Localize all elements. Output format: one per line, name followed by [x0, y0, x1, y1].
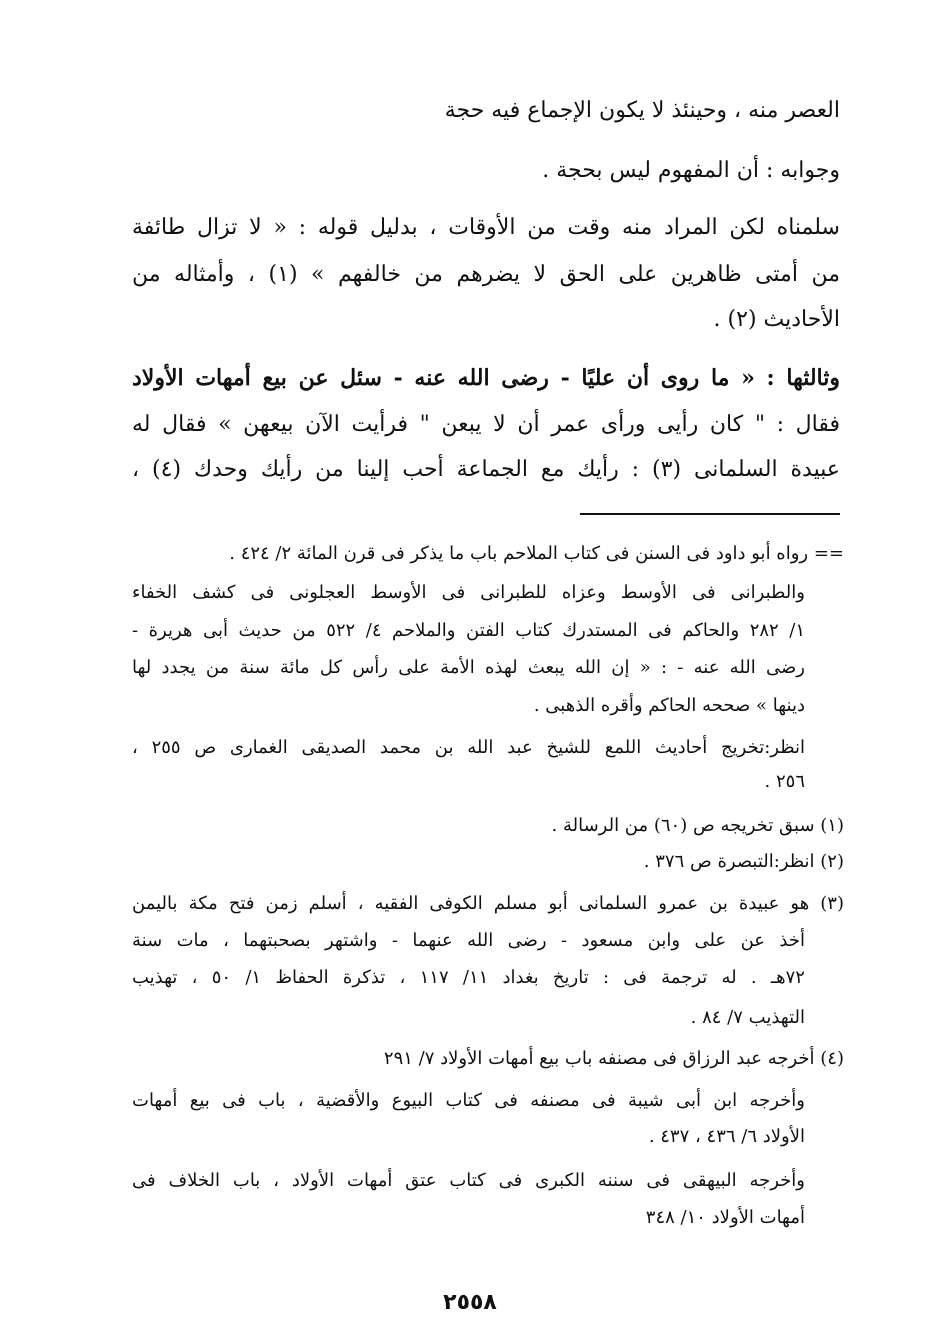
- main-text-line: فقال : " كان رأيى ورأى عمر أن لا يبعن " فرأيت الآن بيعهن » فقال له: [132, 412, 840, 437]
- footnote-1: (١) سبق تخريجه ص (٦٠) من الرسالة .: [551, 815, 844, 836]
- footnote-line: التهذيب ٧/ ٨٤ .: [690, 1007, 805, 1028]
- footnote-line: ١/ ٢٨٢ والحاكم فى المستدرك كتاب الفتن والملاحم ٤/ ٥٢٢ من حديث أبى هريرة -: [132, 620, 805, 641]
- footnote-line: وأخرجه ابن أبى شيبة فى مصنفه فى كتاب البيوع والأقضية ، باب فى بيع أمهات: [132, 1090, 805, 1111]
- main-text-line: وثالثها : « ما روى أن عليًا - رضى الله عنه - سئل عن بيع أمهات الأولاد: [132, 365, 840, 391]
- footnote-line: دينها » صححه الحاكم وأقره الذهبى .: [533, 695, 805, 716]
- main-text-line: سلمناه لكن المراد منه وقت من الأوقات ، بدليل قوله : « لا تزال طائفة: [132, 215, 840, 240]
- main-text-line: العصر منه ، وحينئذ لا يكون الإجماع فيه حجة: [444, 98, 840, 123]
- footnote-2: (٢) انظر:التبصرة ص ٣٧٦ .: [643, 851, 844, 872]
- footnote-line: ٢٥٦ .: [764, 771, 805, 792]
- footnote-line: رضى الله عنه - : « إن الله يبعث لهذه الأمة على رأس كل مائة سنة من يجدد لها: [132, 657, 805, 678]
- footnote-line: الأولاد ٦/ ٤٣٦ ، ٤٣٧ .: [648, 1126, 805, 1147]
- footnote-separator: [580, 513, 840, 515]
- main-text-line: الأحاديث (٢) .: [713, 307, 840, 332]
- footnote-line: والطبرانى فى الأوسط وعزاه للطبرانى فى الأوسط العجلونى فى كشف الخفاء: [132, 582, 805, 603]
- main-text-line: وجوابه : أن المفهوم ليس بحجة .: [542, 158, 840, 183]
- footnote-line: ٧٢هـ . له ترجمة فى : تاريخ بغداد ١١/ ١١٧ ، تذكرة الحفاظ ١/ ٥٠ ، تهذيب: [132, 967, 805, 988]
- page-number: ٢٥٥٨: [443, 1290, 497, 1315]
- footnote-4: (٤) أخرجه عبد الرزاق فى مصنفه باب بيع أمهات الأولاد ٧/ ٢٩١: [383, 1048, 844, 1069]
- main-text-line: عبيدة السلمانى (٣) : رأيك مع الجماعة أحب إلينا من رأيك وحدك (٤) ،: [132, 457, 840, 482]
- main-text-line: من أمتى ظاهرين على الحق لا يضرهم من خالفهم » (١) ، وأمثاله من: [132, 262, 840, 287]
- footnote-3: (٣) هو عبيدة بن عمرو السلمانى أبو مسلم الكوفى الفقيه ، أسلم زمن فتح مكة باليمن: [132, 893, 844, 914]
- footnote-line: انظر:تخريج أحاديث اللمع للشيخ عبد الله بن محمد الصديقى الغمارى ص ٢٥٥ ،: [132, 737, 805, 758]
- footnote-line: وأخرجه البيهقى فى سننه الكبرى فى كتاب عتق أمهات الأولاد ، باب الخلاف فى: [132, 1170, 805, 1191]
- footnote-line: أخذ عن على وابن مسعود - رضى الله عنهما - واشتهر بصحبتهما ، مات سنة: [132, 930, 805, 951]
- footnote-line: == رواه أبو داود فى السنن فى كتاب الملاحم باب ما يذكر فى قرن المائة ٢/ ٤٢٤ .: [229, 543, 844, 564]
- footnote-line: أمهات الأولاد ١٠/ ٣٤٨: [645, 1207, 805, 1228]
